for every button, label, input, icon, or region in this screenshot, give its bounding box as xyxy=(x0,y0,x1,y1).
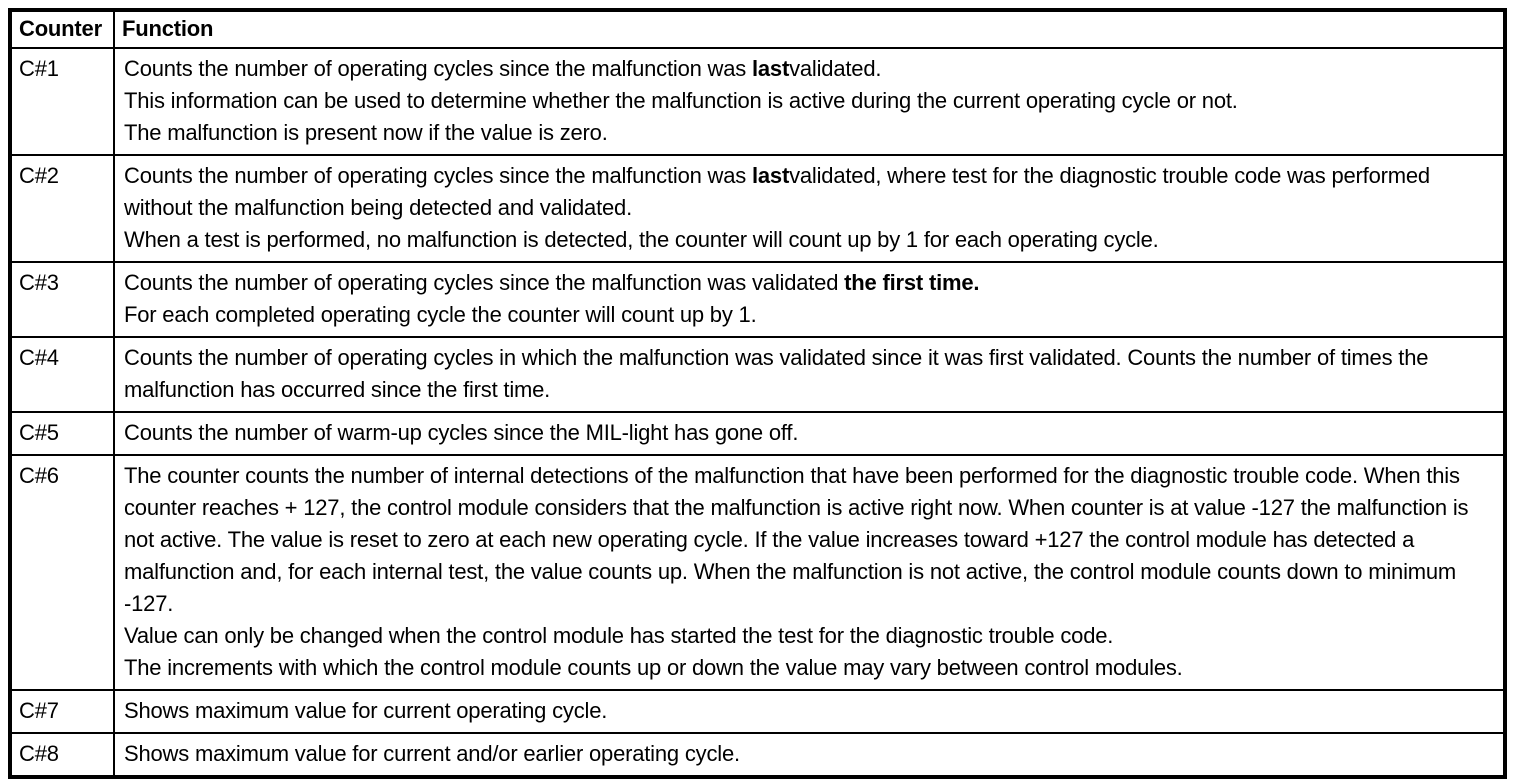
function-paragraph xyxy=(124,695,1499,727)
table-row xyxy=(10,262,1505,337)
text-run-bold: last xyxy=(751,163,790,188)
text-run: Shows maximum value for current operating cycle. xyxy=(124,698,608,723)
function-paragraph xyxy=(124,342,1499,406)
function-paragraph xyxy=(124,160,1499,224)
counter-cell: C#5 xyxy=(10,412,114,455)
header-row xyxy=(10,10,1505,48)
function-cell xyxy=(114,262,1505,337)
text-run: Counts the number of operating cycles since the malfunction was xyxy=(124,163,752,188)
function-paragraph xyxy=(124,224,1499,256)
function-cell xyxy=(114,733,1505,777)
counter-cell: C#3 xyxy=(10,262,114,337)
counter-cell: C#6 xyxy=(10,455,114,690)
counter-cell: C#7 xyxy=(10,690,114,733)
text-run-bold: the first time. xyxy=(844,270,980,295)
function-paragraph xyxy=(124,117,1499,149)
table-row xyxy=(10,155,1505,262)
counter-table-body xyxy=(10,48,1505,777)
text-run: Counts the number of operating cycles in which the malfunction was validated since it was first validated. Counts the number of times the malfunction has occurred since the first time. xyxy=(124,345,1429,402)
table-row xyxy=(10,412,1505,455)
text-run: Shows maximum value for current and/or earlier operating cycle. xyxy=(124,741,740,766)
table-row xyxy=(10,455,1505,690)
function-paragraph xyxy=(124,299,1499,331)
text-run: The malfunction is present now if the value is zero. xyxy=(124,120,608,145)
function-paragraph xyxy=(124,620,1499,652)
function-paragraph xyxy=(124,652,1499,684)
function-cell xyxy=(114,690,1505,733)
table xyxy=(8,8,1507,779)
function-paragraph xyxy=(124,267,1499,299)
counter-cell: C#1 xyxy=(10,48,114,155)
text-run: Counts the number of warm-up cycles since the MIL-light has gone off. xyxy=(124,420,799,445)
header-cell-function: Function xyxy=(114,10,1505,48)
table-row xyxy=(10,337,1505,412)
function-paragraph xyxy=(124,417,1499,449)
text-run-bold: last xyxy=(751,56,790,81)
counter-function-table xyxy=(8,8,1507,779)
text-run: When a test is performed, no malfunction is detected, the counter will count up by 1 for each operating cycle. xyxy=(124,227,1159,252)
function-cell xyxy=(114,155,1505,262)
function-cell xyxy=(114,455,1505,690)
header-cell-counter: Counter xyxy=(10,10,114,48)
function-cell xyxy=(114,337,1505,412)
function-paragraph xyxy=(124,460,1499,620)
function-cell xyxy=(114,412,1505,455)
text-run: Counts the number of operating cycles since the malfunction was xyxy=(124,56,752,81)
table-row xyxy=(10,48,1505,155)
text-run: This information can be used to determine whether the malfunction is active during the current operating cycle or not. xyxy=(124,88,1238,113)
counter-cell: C#4 xyxy=(10,337,114,412)
function-paragraph xyxy=(124,85,1499,117)
function-cell xyxy=(114,48,1505,155)
text-run: The increments with which the control module counts up or down the value may vary between control modules. xyxy=(124,655,1183,680)
text-run: Counts the number of operating cycles since the malfunction was validated xyxy=(124,270,845,295)
function-paragraph xyxy=(124,738,1499,770)
counter-cell: C#2 xyxy=(10,155,114,262)
text-run: The counter counts the number of internal detections of the malfunction that have been performed for the diagnostic trouble code. When this counter reaches + 127, the control module considers that the malfunction is active right now. When counter is at value -127 the malfunction is not active. The value is reset to zero at each new operating cycle. If the value increases toward +127 the control module has detected a malfunction and, for each internal test, the value counts up. When the malfunction is not active, the control module counts down to minimum -127. xyxy=(124,463,1469,616)
text-run: For each completed operating cycle the counter will count up by 1. xyxy=(124,302,757,327)
table-row xyxy=(10,690,1505,733)
function-paragraph xyxy=(124,53,1499,85)
text-run: Value can only be changed when the control module has started the test for the diagnostic trouble code. xyxy=(124,623,1114,648)
table-row xyxy=(10,733,1505,777)
text-run: validated, where test for the diagnostic trouble code was performed without the malfunction being detected and validated. xyxy=(124,163,1430,220)
counter-cell: C#8 xyxy=(10,733,114,777)
text-run: validated. xyxy=(789,56,882,81)
